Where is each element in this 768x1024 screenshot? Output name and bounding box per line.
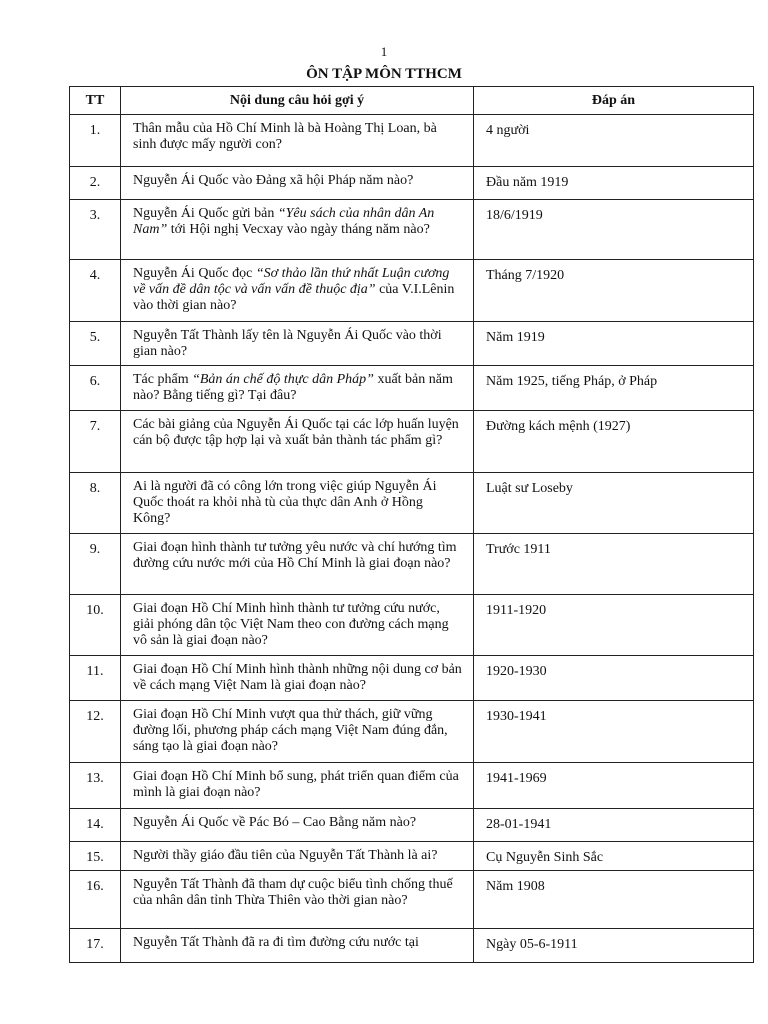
question-text: Nguyễn Tất Thành đã tham dự cuộc biểu tình chống thuế của nhân dân tỉnh Thừa Thiên vào thời gian nào? bbox=[133, 877, 453, 908]
row-number: 5. bbox=[70, 322, 121, 366]
question-text: Ai là người đã có công lớn trong việc giúp Nguyễn Ái Quốc thoát ra khỏi nhà tù của thực dân Anh ở Hồng Kông? bbox=[133, 479, 437, 526]
table-row bbox=[70, 871, 754, 929]
table-row bbox=[70, 595, 754, 656]
table-row bbox=[70, 411, 754, 473]
header-question: Nội dung câu hỏi gợi ý bbox=[121, 87, 474, 115]
question-text: của V.I.Lênin vào thời gian nào? bbox=[133, 282, 455, 313]
question-cell bbox=[121, 167, 474, 200]
answer-cell: Đường kách mệnh (1927) bbox=[474, 411, 754, 473]
table-row bbox=[70, 322, 754, 366]
question-text: Tác phẩm bbox=[133, 372, 193, 387]
row-number: 4. bbox=[70, 260, 121, 322]
question-cell bbox=[121, 200, 474, 260]
answer-cell: Năm 1908 bbox=[474, 871, 754, 929]
answer-cell: 18/6/1919 bbox=[474, 200, 754, 260]
table-row bbox=[70, 534, 754, 595]
table-row bbox=[70, 701, 754, 763]
question-cell bbox=[121, 260, 474, 322]
row-number: 13. bbox=[70, 763, 121, 809]
table-row bbox=[70, 473, 754, 534]
question-text: Nguyễn Tất Thành lấy tên là Nguyễn Ái Quốc vào thời gian nào? bbox=[133, 328, 442, 359]
table-row bbox=[70, 656, 754, 701]
question-quote: “Yêu sách của nhân dân An Nam” bbox=[133, 206, 435, 237]
question-text: Nguyễn Ái Quốc gửi bản bbox=[133, 206, 278, 221]
question-text: Nguyễn Ái Quốc về Pác Bó – Cao Bằng năm nào? bbox=[133, 815, 417, 830]
answer-cell: Tháng 7/1920 bbox=[474, 260, 754, 322]
table-row bbox=[70, 167, 754, 200]
question-cell bbox=[121, 322, 474, 366]
question-text: Nguyễn Tất Thành đã ra đi tìm đường cứu nước tại bbox=[133, 935, 419, 950]
answer-cell: Cụ Nguyễn Sinh Sắc bbox=[474, 842, 754, 871]
answer-cell: 1930-1941 bbox=[474, 701, 754, 763]
row-number: 15. bbox=[70, 842, 121, 871]
row-number: 1. bbox=[70, 115, 121, 167]
answer-cell: 1911-1920 bbox=[474, 595, 754, 656]
question-cell bbox=[121, 366, 474, 411]
question-text: Người thầy giáo đầu tiên của Nguyễn Tất Thành là ai? bbox=[133, 848, 438, 863]
row-number: 11. bbox=[70, 656, 121, 701]
table-header-row bbox=[70, 87, 754, 115]
question-quote: “Bản án chế độ thực dân Pháp” bbox=[192, 372, 374, 387]
table-row bbox=[70, 260, 754, 322]
answer-cell: 4 người bbox=[474, 115, 754, 167]
question-cell bbox=[121, 763, 474, 809]
question-text: Nguyễn Ái Quốc đọc bbox=[133, 266, 256, 281]
answer-cell: 1920-1930 bbox=[474, 656, 754, 701]
row-number: 2. bbox=[70, 167, 121, 200]
question-cell bbox=[121, 809, 474, 842]
header-answer: Đáp án bbox=[474, 87, 754, 115]
row-number: 16. bbox=[70, 871, 121, 929]
question-cell bbox=[121, 115, 474, 167]
table-row bbox=[70, 200, 754, 260]
header-tt: TT bbox=[70, 87, 121, 115]
question-text: Các bài giảng của Nguyễn Ái Quốc tại các lớp huấn luyện cán bộ được tập hợp lại và xuất bản thành tác phẩm gì? bbox=[133, 417, 459, 448]
question-text: Nguyễn Ái Quốc vào Đảng xã hội Pháp năm nào? bbox=[133, 173, 414, 188]
answer-cell: Trước 1911 bbox=[474, 534, 754, 595]
row-number: 6. bbox=[70, 366, 121, 411]
question-cell bbox=[121, 871, 474, 929]
question-text: Thân mẫu của Hồ Chí Minh là bà Hoàng Thị Loan, bà sinh được mấy người con? bbox=[133, 121, 437, 152]
question-cell bbox=[121, 595, 474, 656]
row-number: 9. bbox=[70, 534, 121, 595]
question-cell bbox=[121, 842, 474, 871]
row-number: 14. bbox=[70, 809, 121, 842]
answer-cell: Năm 1919 bbox=[474, 322, 754, 366]
question-cell bbox=[121, 534, 474, 595]
table-row bbox=[70, 929, 754, 963]
row-number: 10. bbox=[70, 595, 121, 656]
page-number: 1 bbox=[380, 44, 388, 59]
question-cell bbox=[121, 473, 474, 534]
row-number: 3. bbox=[70, 200, 121, 260]
table-row bbox=[70, 809, 754, 842]
answer-cell: Năm 1925, tiếng Pháp, ở Pháp bbox=[474, 366, 754, 411]
question-text: xuất bản năm nào? Bằng tiếng gì? Tại đâu? bbox=[133, 372, 453, 403]
row-number: 8. bbox=[70, 473, 121, 534]
table-row bbox=[70, 366, 754, 411]
table-row bbox=[70, 763, 754, 809]
answer-cell: Ngày 05-6-1911 bbox=[474, 929, 754, 963]
question-text: Giai đoạn Hồ Chí Minh hình thành tư tưởng cứu nước, giải phóng dân tộc Việt Nam theo con đường cách mạng vô sản là giai đoạn nào? bbox=[133, 601, 449, 648]
question-text: Giai đoạn hình thành tư tưởng yêu nước và chí hướng tìm đường cứu nước mới của Hồ Chí Minh là giai đoạn nào? bbox=[133, 540, 457, 571]
document-title: ÔN TẬP MÔN TTHCM bbox=[306, 66, 462, 82]
answer-cell: Luật sư Loseby bbox=[474, 473, 754, 534]
answer-cell: 1941-1969 bbox=[474, 763, 754, 809]
row-number: 7. bbox=[70, 411, 121, 473]
table-body bbox=[70, 115, 754, 963]
question-text: Giai đoạn Hồ Chí Minh vượt qua thử thách, giữ vững đường lối, phương pháp cách mạng Việt Nam đúng đắn, sáng tạo là giai đoạn nào? bbox=[133, 707, 448, 754]
row-number: 12. bbox=[70, 701, 121, 763]
question-cell bbox=[121, 929, 474, 963]
answer-cell: Đầu năm 1919 bbox=[474, 167, 754, 200]
table-row bbox=[70, 115, 754, 167]
question-text: tới Hội nghị Vecxay vào ngày tháng năm nào? bbox=[167, 222, 430, 237]
review-table bbox=[69, 86, 754, 963]
answer-cell: 28-01-1941 bbox=[474, 809, 754, 842]
question-quote: “Sơ thảo lần thứ nhất Luận cương về vấn đề dân tộc và vấn vấn đề thuộc địa” bbox=[133, 266, 450, 297]
question-text: Giai đoạn Hồ Chí Minh hình thành những nội dung cơ bản về cách mạng Việt Nam là giai đoạn nào? bbox=[133, 662, 462, 693]
question-cell bbox=[121, 701, 474, 763]
row-number: 17. bbox=[70, 929, 121, 963]
table-row bbox=[70, 842, 754, 871]
question-cell bbox=[121, 411, 474, 473]
question-text: Giai đoạn Hồ Chí Minh bổ sung, phát triển quan điểm của mình là giai đoạn nào? bbox=[133, 769, 459, 800]
question-cell bbox=[121, 656, 474, 701]
